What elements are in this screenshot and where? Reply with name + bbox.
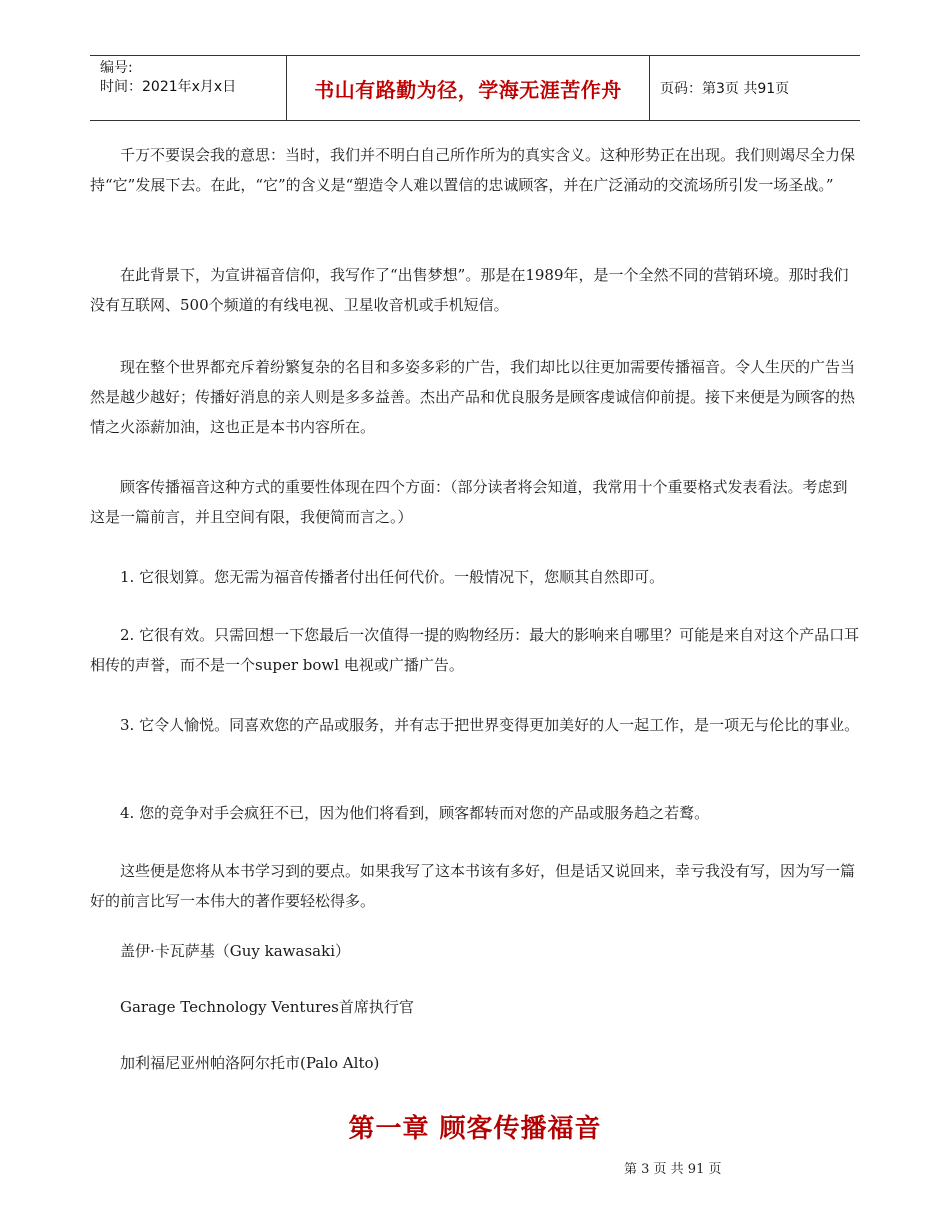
paragraph: 这些便是您将从本书学习到的要点。如果我写了这本书该有多好，但是话又说回来，幸亏我没有写，因为写一篇好的前言比写一本伟大的著作要轻松得多。 <box>90 862 856 910</box>
header-meta <box>90 56 286 120</box>
list-item: 2. 它很有效。只需回想一下您最后一次值得一提的购物经历：最大的影响来自哪里？可能是来自对这个产品口耳相传的声誉，而不是一个super bowl 电视或广播广告。 <box>90 626 860 674</box>
page-header <box>90 55 860 121</box>
paragraph: 顾客传播福音这种方式的重要性体现在四个方面：（部分读者将会知道，我常用十个重要格式发表看法。考虑到这是一篇前言，并且空间有限，我便简而言之。） <box>90 478 848 526</box>
paragraph: 千万不要误会我的意思：当时，我们并不明白自己所作所为的真实含义。这种形势正在出现。我们则竭尽全力保持“它”发展下去。在此，“它”的含义是“塑造令人难以置信的忠诚顾客，并在广泛涌动的交流场所引发一场圣战。” <box>90 146 856 194</box>
signature-name: 盖伊·卡瓦萨基（Guy kawasaki） <box>120 942 350 960</box>
header-time-label: 时间：2021年x月x日 <box>100 79 237 95</box>
list-item: 1. 它很划算。您无需为福音传播者付出任何代价。一般情况下，您顺其自然即可。 <box>120 568 665 586</box>
list-item: 4. 您的竞争对手会疯狂不已，因为他们将看到，顾客都转而对您的产品或服务趋之若鹜。 <box>120 804 710 822</box>
paragraph: 在此背景下，为宣讲福音信仰，我写作了“出售梦想”。那是在1989年，是一个全然不同的营销环境。那时我们没有互联网、500个频道的有线电视、卫星收音机或手机短信。 <box>90 266 849 314</box>
page-footer: 第 3 页 共 91 页 <box>624 1162 722 1177</box>
list-item: 3. 它令人愉悦。同喜欢您的产品或服务，并有志于把世界变得更加美好的人一起工作，是一项无与伦比的事业。 <box>120 716 860 734</box>
header-motto: 书山有路勤为径，学海无涯苦作舟 <box>286 56 650 120</box>
header-page-info: 页码：第3页 共91页 <box>660 81 790 97</box>
header-number-label: 编号: <box>100 60 133 76</box>
signature-title: Garage Technology Ventures首席执行官 <box>120 998 414 1016</box>
paragraph: 现在整个世界都充斥着纷繁复杂的名目和多姿多彩的广告，我们却比以往更加需要传播福音。令人生厌的广告当然是越少越好；传播好消息的亲人则是多多益善。杰出产品和优良服务是顾客虔诚信仰前提。接下来便是为顾客的热情之火添薪加油，这也正是本书内容所在。 <box>90 358 856 436</box>
chapter-title: 第一章 顾客传播福音 <box>348 1114 602 1144</box>
document-body <box>90 140 862 1072</box>
signature-location: 加利福尼亚州帕洛阿尔托市(Palo Alto) <box>120 1054 380 1072</box>
